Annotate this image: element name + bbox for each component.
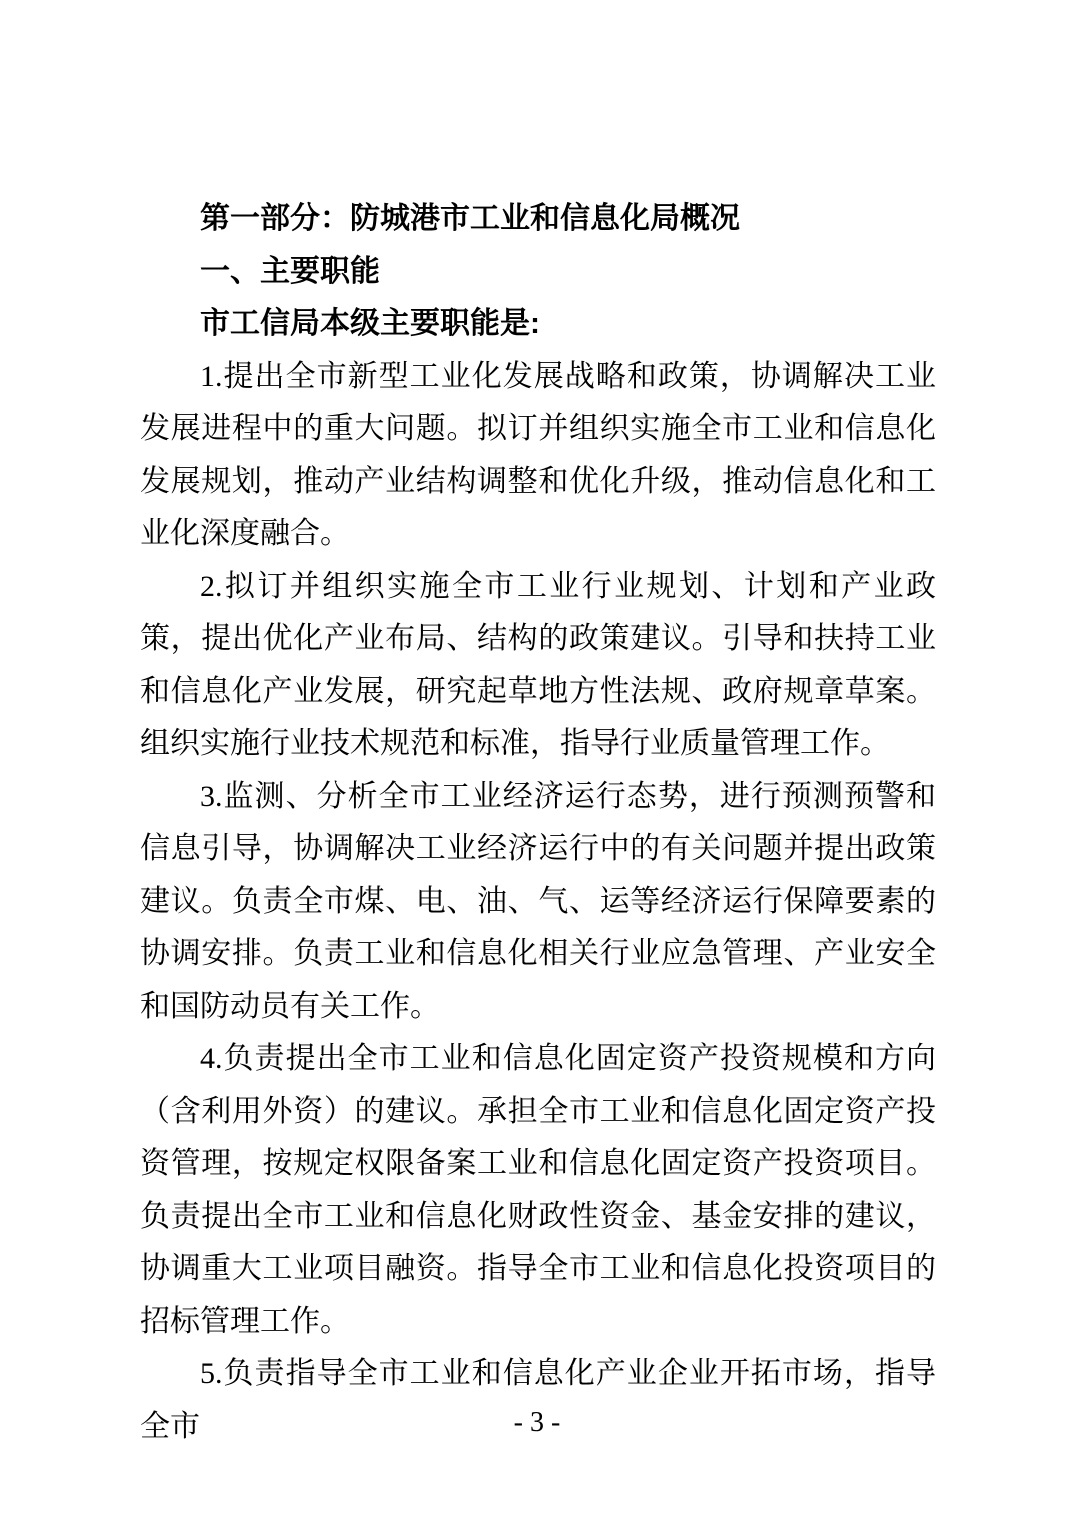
paragraph-4: 4.负责提出全市工业和信息化固定资产投资规模和方向（含利用外资）的建议。承担全市工业和信息化固定资产投资管理，按规定权限备案工业和信息化固定资产投资项目。负责提出全市工业和信息化财政性资金、基金安排的建议，协调重大工业项目融资。指导全市工业和信息化投资项目的招标管理工作。 (140, 1042, 936, 1338)
document-body (140, 193, 936, 1453)
paragraph-5: 5.负责指导全市工业和信息化产业企业开拓市场，指导全市 (140, 1357, 936, 1443)
part-title: 第一部分：防城港市工业和信息化局概况 (200, 202, 740, 235)
section-title: 一、主要职能 (200, 254, 380, 288)
lead-sentence: 市工信局本级主要职能是: (200, 307, 540, 340)
page-number: - 3 - (513, 1407, 561, 1438)
paragraph-3: 3.监测、分析全市工业经济运行态势，进行预测预警和信息引导，协调解决工业经济运行中的有关问题并提出政策建议。负责全市煤、电、油、气、运等经济运行保障要素的协调安排。负责工业和信息化相关行业应急管理、产业安全和国防动员有关工作。 (140, 779, 936, 1023)
paragraph-1: 1.提出全市新型工业化发展战略和政策，协调解决工业发展进程中的重大问题。拟订并组织实施全市工业和信息化发展规划，推动产业结构调整和优化升级，推动信息化和工业化深度融合。 (140, 359, 936, 550)
paragraph-2: 2.拟订并组织实施全市工业行业规划、计划和产业政策，提出优化产业布局、结构的政策建议。引导和扶持工业和信息化产业发展，研究起草地方性法规、政府规章草案。组织实施行业技术规范和标准，指导行业质量管理工作。 (140, 569, 936, 760)
